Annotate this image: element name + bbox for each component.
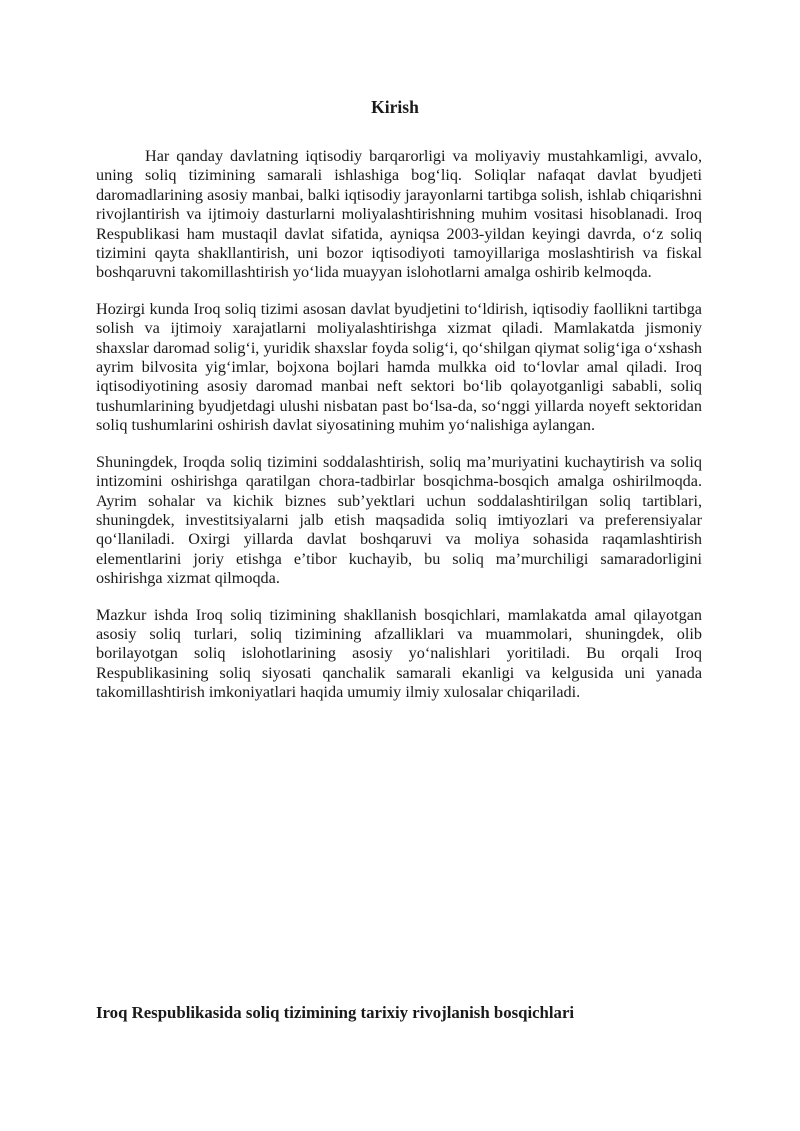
paragraph-3: Shuningdek, Iroqda soliq tizimini soddalashtirish, soliq ma’muriyatini kuchaytirish va soliq intizomini oshirishga qaratilgan chora-tadbirlar bosqichma-bosqich amalga oshirilmoqda. Ayrim sohalar va kichik biznes sub’yektlari uchun soddalashtirilgan soliq tartiblari, shuningdek, investitsiyalarni jalb etish maqsadida soliq imtiyozlari va preferensiyalar qo‘llaniladi. Oxirgi yillarda davlat boshqaruvi va moliya sohasida raqamlashtirish elementlarini joriy etishga e’tibor kuchayib, bu soliq ma’murchiligi samaradorligini oshirishga xizmat qilmoqda. [96,452,702,588]
page-title: Kirish [371,97,419,117]
paragraph-4: Mazkur ishda Iroq soliq tizimining shakllanish bosqichlari, mamlakatda amal qilayotgan asosiy soliq turlari, soliq tizimining afzalliklari va muammolari, shuningdek, olib borilayotgan soliq islohotlarining asosiy yo‘nalishlari yoritiladi. Bu orqali Iroq Respublikasining soliq siyosati qanchalik samarali ekanligi va kelgusida uni yanada takomillashtirish imkoniyatlari haqida umumiy ilmiy xulosalar chiqariladi. [96,605,702,702]
section-heading: Iroq Respublikasida soliq tizimining tarixiy rivojlanish bosqichlari [96,1003,575,1022]
paragraph-1: Har qanday davlatning iqtisodiy barqarorligi va moliyaviy mustahkamligi, avvalo, uning soliq tizimining samarali ishlashiga bog‘liq. Soliqlar nafaqat davlat byudjeti daromadlarining asosiy manbai, balki iqtisodiy jarayonlarni tartibga solish, ishlab chiqarishni rivojlantirish va ijtimoiy dasturlarni moliyalashtirishning muhim vositasi hisoblanadi. Iroq Respublikasi ham mustaqil davlat sifatida, ayniqsa 2003-yildan keyingi davrda, o‘z soliq tizimini qayta shakllantirish, uni bozor iqtisodiyoti tamoyillariga moslashtirish va fiskal boshqaruvni takomillashtirish yo‘lida muayyan islohotlarni amalga oshirib kelmoqda. [96,147,702,282]
document-body [96,147,702,720]
paragraph-2: Hozirgi kunda Iroq soliq tizimi asosan davlat byudjetini to‘ldirish, iqtisodiy faollikni tartibga solish va ijtimoiy xarajatlarni moliyalashtirishga xizmat qiladi. Mamlakatda jismoniy shaxslar daromad solig‘i, yuridik shaxslar foyda solig‘i, qo‘shilgan qiymat solig‘iga o‘xshash ayrim bilvosita yig‘imlar, bojxona bojlari hamda mulkka oid to‘lovlar amal qiladi. Iroq iqtisodiyotining asosiy daromad manbai neft sektori bo‘lib qolayotganligi sababli, soliq tushumlarining byudjetdagi ulushi nisbatan past bo‘lsa-da, so‘nggi yillarda noyeft sektoridan soliq tushumlarini oshirish davlat siyosatining muhim yo‘nalishiga aylangan. [96,299,702,435]
